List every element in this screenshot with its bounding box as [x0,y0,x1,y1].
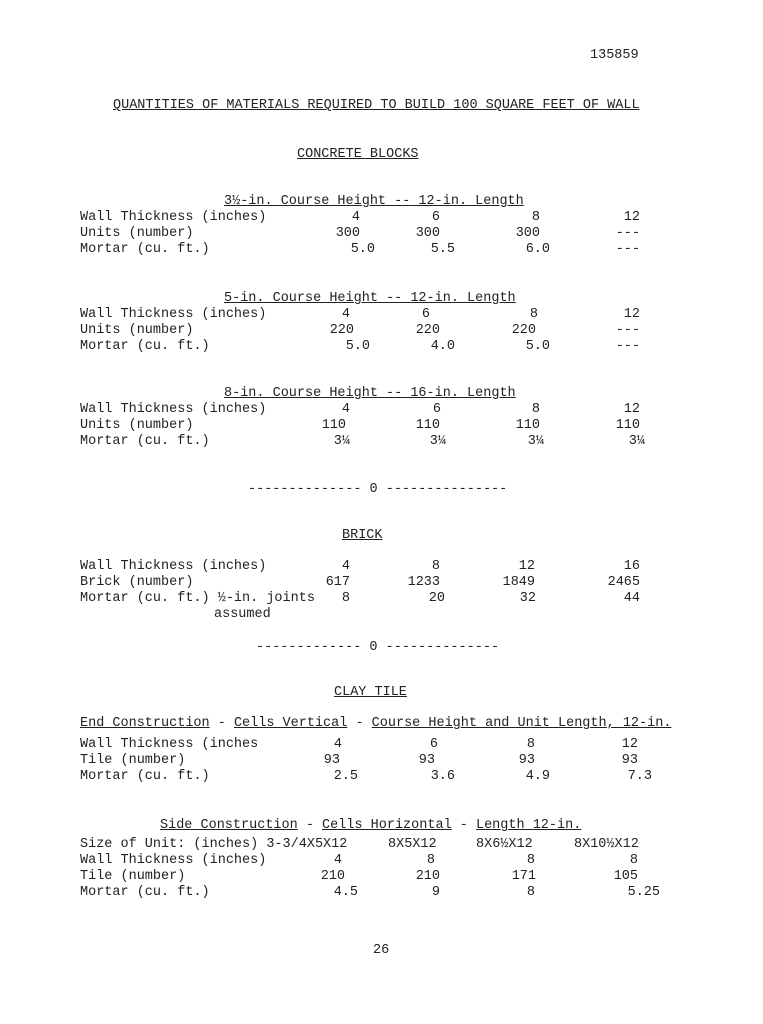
brick-value: 12 [518,559,535,574]
block2-value: 5.0 [345,339,370,354]
end-value: 12 [621,737,638,752]
side-row-label: Wall Thickness (inches) [80,853,267,868]
block3-value: 8 [531,402,540,417]
end-row-label: Mortar (cu. ft.) [80,769,210,784]
end-value: 93 [518,753,535,768]
block1-value: 8 [531,210,540,225]
block3-value: 3¼ [333,434,350,449]
end-construction-label: End Construction [80,716,210,731]
block3-value: 110 [321,418,346,433]
block2-value: --- [615,339,640,354]
block2-row-label: Mortar (cu. ft.) [80,339,210,354]
end-value: 2.5 [333,769,358,784]
block3-value: 4 [341,402,350,417]
block2-value: 8 [529,307,538,322]
end-row-label: Wall Thickness (inches [80,737,259,752]
block1-value: --- [615,242,640,257]
concrete-blocks-heading: CONCRETE BLOCKS [297,147,419,162]
block2-value: 5.0 [525,339,550,354]
end-value: 4.9 [525,769,550,784]
block1-value: 4 [351,210,360,225]
brick-value: 1849 [502,575,535,590]
block2-value: 4.0 [430,339,455,354]
cells-vertical-label: Cells Vertical [233,716,348,731]
block3-value: 12 [623,402,640,417]
dash: - [209,716,234,731]
block2-row-label: Wall Thickness (inches) [80,307,267,322]
brick-row-label: Wall Thickness (inches) [80,559,267,574]
end-value: 3.6 [430,769,455,784]
side-value: 9 [431,885,440,900]
block3-value: 110 [615,418,640,433]
block1-value: 5.0 [350,242,375,257]
side-value: 8X10½X12 [574,837,639,852]
block1-value: 6 [431,210,440,225]
block1-value: 300 [415,226,440,241]
dash: - [297,818,323,833]
block3-value: 3¼ [628,434,645,449]
block3-value: 3¼ [429,434,446,449]
block1-value: 300 [335,226,360,241]
brick-value: 16 [623,559,640,574]
block3-header: 8-in. Course Height -- 16-in. Length [224,386,516,401]
course-height-label: Course Height and Unit Length, 12-in. [371,716,672,731]
brick-value: 32 [519,591,536,606]
end-value: 8 [526,737,535,752]
block2-value: 220 [511,323,536,338]
block1-header: 3½-in. Course Height -- 12-in. Length [224,194,524,209]
end-value: 4 [333,737,342,752]
section-separator: ------------- 0 -------------- [256,640,500,655]
length-label: Length 12-in. [475,818,582,833]
side-row-label: Mortar (cu. ft.) [80,885,210,900]
brick-row-label: Mortar (cu. ft.) ½-in. joints [80,591,315,606]
brick-value: 1233 [407,575,440,590]
side-value: 8 [426,853,435,868]
brick-value: 4 [341,559,350,574]
block3-row-label: Units (number) [80,418,194,433]
end-construction-header [80,716,671,732]
block2-value: 220 [415,323,440,338]
dash: - [347,716,372,731]
brick-value: 617 [325,575,350,590]
side-row-label: Size of Unit: (inches) 3-3/4X5X12 [80,837,348,852]
side-value: 8X6½X12 [476,837,533,852]
block1-value: --- [615,226,640,241]
side-construction-label: Side Construction [160,818,298,833]
side-value: 8 [629,853,638,868]
block1-value: 5.5 [430,242,455,257]
end-value: 93 [621,753,638,768]
end-value: 7.3 [627,769,652,784]
block3-row-label: Mortar (cu. ft.) [80,434,210,449]
block2-value: 220 [329,323,354,338]
block1-value: 300 [515,226,540,241]
dash: - [451,818,476,833]
block1-row-label: Units (number) [80,226,194,241]
cells-horizontal-label: Cells Horizontal [322,818,452,833]
block2-value: 12 [623,307,640,322]
block1-row-label: Mortar (cu. ft.) [80,242,210,257]
block2-header: 5-in. Course Height -- 12-in. Length [224,291,516,306]
side-value: 210 [320,869,345,884]
block1-value: 6.0 [525,242,550,257]
page-number: 26 [373,943,390,958]
block3-value: 110 [415,418,440,433]
block3-row-label: Wall Thickness (inches) [80,402,267,417]
side-value: 8 [526,853,535,868]
side-value: 105 [613,869,638,884]
side-construction-header [160,818,581,834]
section-separator: -------------- 0 --------------- [248,482,508,497]
side-value: 5.25 [627,885,660,900]
end-value: 6 [429,737,438,752]
block2-value: 6 [421,307,430,322]
end-value: 93 [323,753,340,768]
side-value: 8 [526,885,535,900]
end-value: 93 [418,753,435,768]
brick-value: 44 [623,591,640,606]
brick-value: 20 [428,591,445,606]
document-number: 135859 [590,48,639,63]
brick-note: assumed [214,607,271,622]
block1-row-label: Wall Thickness (inches) [80,210,267,225]
brick-heading: BRICK [342,528,383,543]
brick-value: 8 [431,559,440,574]
page-title: QUANTITIES OF MATERIALS REQUIRED TO BUILD 100 SQUARE FEET OF WALL [113,98,640,113]
side-value: 4 [333,853,342,868]
block2-row-label: Units (number) [80,323,194,338]
brick-value: 2465 [607,575,640,590]
side-value: 8X5X12 [388,837,437,852]
block2-value: 4 [341,307,350,322]
block2-value: --- [615,323,640,338]
side-value: 210 [415,869,440,884]
block3-value: 6 [432,402,441,417]
side-row-label: Tile (number) [80,869,186,884]
side-value: 171 [511,869,536,884]
clay-tile-heading: CLAY TILE [334,685,407,700]
end-row-label: Tile (number) [80,753,186,768]
block3-value: 3¼ [527,434,544,449]
block1-value: 12 [623,210,640,225]
block3-value: 110 [515,418,540,433]
side-value: 4.5 [333,885,358,900]
brick-row-label: Brick (number) [80,575,194,590]
brick-value: 8 [341,591,350,606]
